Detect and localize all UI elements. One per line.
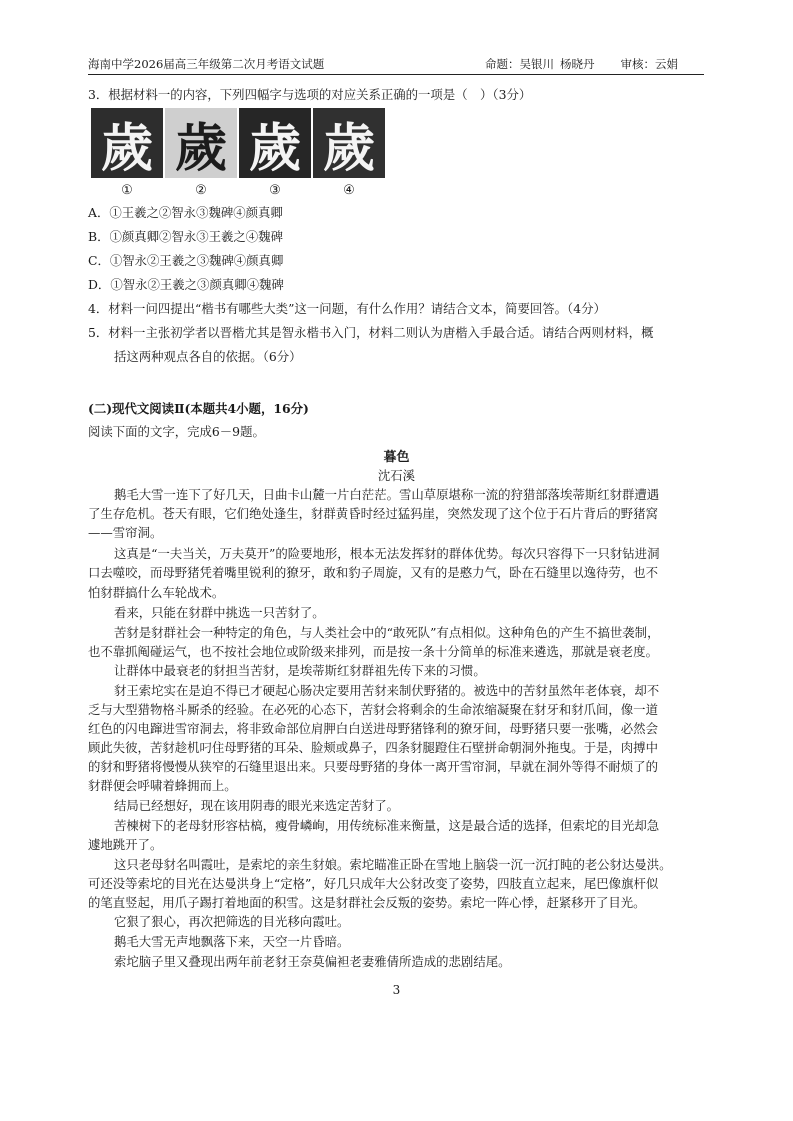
story-line: 了生存危机。苍天有眼，它们绝处逢生，豺群黄昏时经过猛犸崖，突然发现了这个位于石片背后的野猪窝	[88, 506, 658, 521]
q5-text-line2: 括这两种观点各自的依据。（6分）	[114, 349, 302, 364]
story-line: 顾此失彼，苦豺趁机叼住母野猪的耳朵、脸颊或鼻子，四条豺腿蹬住石壁拼命朝洞外拖曳。于是，肉搏中	[88, 740, 658, 755]
calligraphy-sample-3: 歲	[239, 108, 311, 178]
section-instruction: 阅读下面的文字，完成6－9题。	[88, 424, 265, 439]
story-title: 暮色	[383, 450, 410, 465]
reviewer-label: 审核：云娟	[620, 57, 678, 71]
story-line: 遽地跳开了。	[88, 837, 163, 852]
author-label: 命题：吴银川	[485, 57, 554, 71]
story-line: 豺王索坨实在是迫不得已才硬起心肠决定要用苦豺来制伏野猪的。被选中的苦豺虽然年老体衰，却不	[114, 683, 660, 698]
story-line: 苦豺是豺群社会一种特定的角色，与人类社会中的“敢死队”有点相似。这种角色的产生不搞世袭制，	[114, 625, 660, 640]
story-line: 让群体中最衰老的豺担当苦豺，是埃蒂斯红豺群祖先传下来的习惯。	[114, 663, 486, 678]
story-line: 索坨脑子里又叠现出两年前老豺王奈莫偏袒老妻雅倩所造成的悲剧结尾。	[114, 954, 511, 969]
story-line: 红色的闪电蹿进雪帘洞去，将非致命部位肩胛白白送进母野猪锋利的獠牙间，母野猪只要一张嘴，必然会	[88, 721, 658, 736]
story-line: 鹅毛大雪一连下了好几天，日曲卡山麓一片白茫茫。雪山草原堪称一流的狩猎部落埃蒂斯红豺群遭遇	[114, 487, 660, 502]
q3-option-b: B．①颜真卿②智永③王羲之④魏碑	[88, 229, 283, 244]
story-line: 结局已经想好，现在该用阴毒的眼光来选定苦豺了。	[114, 798, 399, 813]
q3-option-a: A．①王羲之②智永③魏碑④颜真卿	[88, 205, 283, 220]
story-line: 这真是“一夫当关，万夫莫开”的险要地形，根本无法发挥豺的群体优势。每次只容得下一只豺钻进洞	[114, 546, 660, 561]
sample-number: ③	[269, 183, 281, 198]
page-number: 3	[392, 983, 401, 997]
sample-number: ②	[195, 183, 207, 198]
story-line: 可还没等索坨的目光在达曼洪身上“定格”，好几只成年大公豺改变了姿势，四肢直立起来，尾巴像旗杆似	[88, 876, 659, 891]
story-line: 这只老母豺名叫霞吐，是索坨的亲生豺娘。索坨瞄准正卧在雪地上脑袋一沉一沉打盹的老公豺达曼洪。	[114, 857, 672, 872]
exam-title: 海南中学2026届高三年级第二次月考语文试题	[88, 57, 325, 71]
story-line: ——雪帘洞。	[88, 525, 163, 540]
calligraphy-samples	[91, 108, 387, 178]
sample-numbers	[91, 183, 387, 198]
calligraphy-sample-2: 歲	[165, 108, 237, 178]
section-heading: (二)现代文阅读Ⅱ(本题共4小题，16分)	[88, 401, 309, 416]
story-line: 的豺和野猪将慢慢从狭窄的石缝里退出来。只要母野猪的身体一离开雪帘洞，早就在洞外等得不耐烦了的	[88, 759, 658, 774]
calligraphy-sample-4: 歲	[313, 108, 385, 178]
story-author: 沈石溪	[377, 468, 416, 483]
story-line: 苦楝树下的老母豺形容枯槁，瘦骨嶙峋，用传统标准来衡量，这是最合适的选择，但索坨的目光却急	[114, 818, 660, 833]
page-header	[88, 52, 704, 75]
story-line: 怕豺群搞什么车轮战术。	[88, 585, 225, 600]
story-line: 的笔直竖起，用爪子踢打着地面的积雪。这是豺群社会反叛的姿势。索坨一阵心悸，赶紧移开了目光。	[88, 895, 646, 910]
story-line: 也不靠抓阄碰运气，也不按社会地位或阶级来排列，而是按一条十分简单的标准来遴选，那就是衰老度。	[88, 644, 658, 659]
story-line: 豺群便会呼啸着蜂拥而上。	[88, 778, 237, 793]
calligraphy-sample-1: 歲	[91, 108, 163, 178]
credits	[479, 56, 678, 72]
q4-text: 4．材料一问四提出“楷书有哪些大类”这一问题，有什么作用？请结合文本，简要回答。（4分）	[88, 301, 606, 316]
q3-option-c: C．①智永②王羲之③魏碑④颜真卿	[88, 253, 284, 268]
story-line: 口去噬咬，而母野猪凭着嘴里锐利的獠牙，敢和豹子周旋，又有的是憨力气，卧在石缝里以逸待劳，也不	[88, 565, 658, 580]
story-line: 乏与大型猎物格斗厮杀的经验。在必死的心态下，苦豺会将剩余的生命浓缩凝聚在豺牙和豺爪间，像一道	[88, 702, 658, 717]
author2: 杨晓丹	[560, 57, 595, 71]
story-line: 鹅毛大雪无声地飘落下来，天空一片昏暗。	[114, 934, 350, 949]
q3-stem: 3．根据材料一的内容，下列四幅字与选项的对应关系正确的一项是（ ）（3分）	[88, 87, 532, 102]
q3-option-d: D．①智永②王羲之③颜真卿④魏碑	[88, 277, 284, 292]
sample-number: ④	[343, 183, 355, 198]
story-line: 它狠了狠心，再次把筛选的目光移向霞吐。	[114, 914, 350, 929]
sample-number: ①	[121, 183, 133, 198]
q5-text-line1: 5．材料一主张初学者以晋楷尤其是智永楷书入门，材料二则认为唐楷入手最合适。请结合两则材料，概	[88, 325, 654, 340]
story-line: 看来，只能在豺群中挑选一只苦豺了。	[114, 605, 325, 620]
